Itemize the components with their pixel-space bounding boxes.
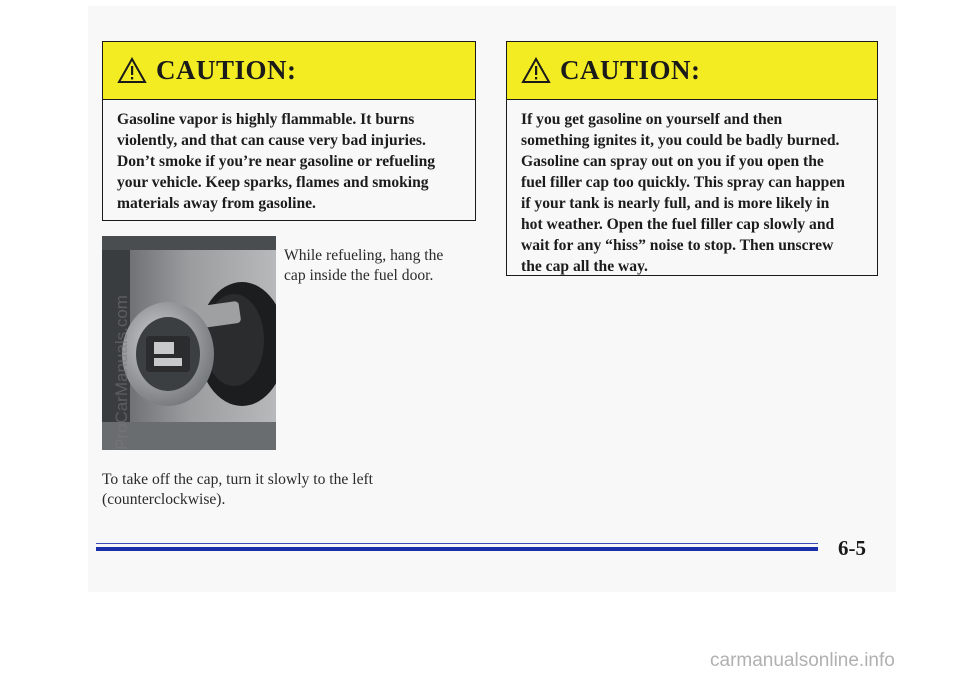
caution-title: CAUTION: xyxy=(156,55,297,85)
caution-header xyxy=(103,42,475,100)
caution-line: the cap all the way. xyxy=(521,258,648,275)
caution-line: hot weather. Open the fuel filler cap slowly and xyxy=(521,216,835,233)
bottom-watermark: carmanualsonline.info xyxy=(710,650,895,671)
paragraph-line: (counterclockwise). xyxy=(102,491,226,508)
caption-line: cap inside the fuel door. xyxy=(284,267,434,284)
caution-box-gasoline-burn xyxy=(506,41,878,276)
side-watermark: ProCarManuals.com xyxy=(112,295,131,450)
caution-title: CAUTION: xyxy=(560,55,701,85)
caution-line: wait for any “hiss” noise to stop. Then unscrew xyxy=(521,237,834,254)
manual-page xyxy=(88,6,896,592)
caution-line: your vehicle. Keep sparks, flames and smoking xyxy=(117,174,429,191)
caution-line: if your tank is nearly full, and is more likely in xyxy=(521,195,830,212)
caption-line: While refueling, hang the xyxy=(284,247,444,264)
footer-rule-thick xyxy=(96,547,818,551)
caution-text xyxy=(507,100,877,277)
photo-caption xyxy=(284,246,474,286)
instruction-paragraph xyxy=(102,470,432,510)
page-number: 6-5 xyxy=(838,536,866,560)
caution-line: violently, and that can cause very bad injuries. xyxy=(117,132,426,149)
caution-line: something ignites it, you could be badly burned. xyxy=(521,132,840,149)
caution-text xyxy=(103,100,475,214)
caution-line: Don’t smoke if you’re near gasoline or refueling xyxy=(117,153,436,170)
warning-triangle-icon xyxy=(117,57,147,84)
caution-line: materials away from gasoline. xyxy=(117,195,316,212)
caution-line: fuel filler cap too quickly. This spray can happen xyxy=(521,174,845,191)
caution-header xyxy=(507,42,877,100)
caution-line: Gasoline vapor is highly flammable. It burns xyxy=(117,111,415,128)
warning-triangle-icon xyxy=(521,57,551,84)
caution-box-gasoline-vapor xyxy=(102,41,476,221)
footer-rule-thin xyxy=(96,543,818,544)
caution-line: Gasoline can spray out on you if you open the xyxy=(521,153,824,170)
paragraph-line: To take off the cap, turn it slowly to the left xyxy=(102,471,374,488)
caution-line: If you get gasoline on yourself and then xyxy=(521,111,783,128)
